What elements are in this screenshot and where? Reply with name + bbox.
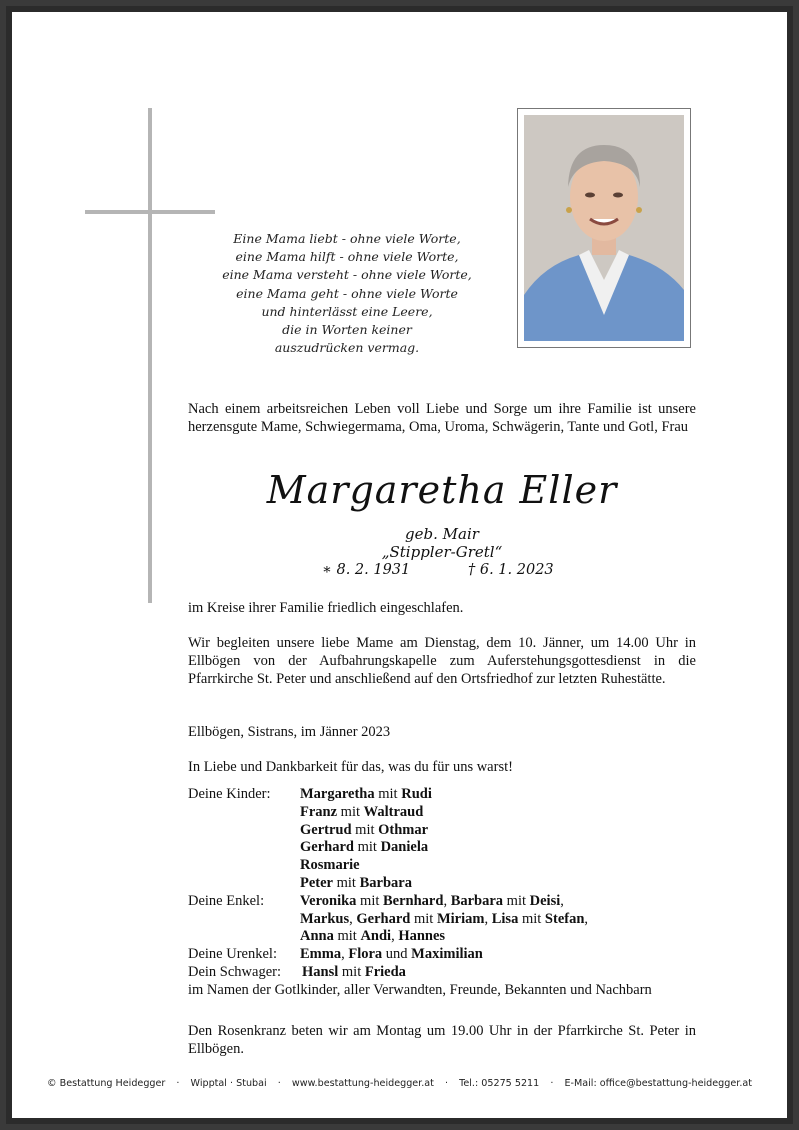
family-list xyxy=(188,786,698,1000)
portrait-photo xyxy=(524,115,684,341)
obituary-card xyxy=(6,6,793,1124)
footer-phone: Tel.: 05275 5211 xyxy=(459,1078,540,1089)
poem-line: Eine Mama liebt - ohne viele Worte, xyxy=(233,231,461,246)
portrait-illustration xyxy=(524,115,684,341)
footer-copyright: © Bestattung Heidegger xyxy=(46,1078,166,1089)
poem-line: auszudrücken vermag. xyxy=(274,340,420,356)
poem xyxy=(192,230,502,357)
poem-line: eine Mama geht - ohne viele Worte xyxy=(236,285,458,301)
death-date: † 6. 1. 2023 xyxy=(468,562,554,578)
poem-line: eine Mama hilft - ohne viele Worte, xyxy=(235,249,459,265)
family-row: Gerhard mit Daniela xyxy=(300,839,429,856)
place-date: Ellbögen, Sistrans, im Jänner 2023 xyxy=(188,724,391,740)
poem-line: eine Mama versteht - ohne viele Worte, xyxy=(222,267,472,283)
passed-text: im Kreise ihrer Familie friedlich eingeschlafen. xyxy=(188,600,464,616)
birth-date: ∗ 8. 2. 1931 xyxy=(322,562,411,578)
brother-in-law-label: Dein Schwager: xyxy=(188,963,282,980)
intro-text: Nach einem arbeitsreichen Leben voll Liebe und Sorge um ihre Familie ist unsere herzensgute Mame, Schwiegermama, Oma, Uroma, Schwägerin, Tante und Gotl, Frau xyxy=(188,401,696,435)
funeral-text: Wir begleiten unsere liebe Mame am Dienstag, dem 10. Jänner, um 14.00 Uhr in Ellbögen von der Aufbahrungskapelle zum Auferstehungsgottesdienst in die Pfarrkirche St. Peter und anschließend auf den Ortsfriedhof zur letzten Ruhestätte. xyxy=(188,635,696,687)
family-row: Franz mit Waltraud xyxy=(300,803,424,820)
poem-line: und hinterlässt eine Leere, xyxy=(261,303,433,319)
grandchildren-label: Deine Enkel: xyxy=(188,892,265,909)
portrait-frame xyxy=(517,108,691,348)
family-row: Rosmarie xyxy=(300,857,360,874)
poem-line: die in Worten keiner xyxy=(282,322,412,338)
deceased-name: Margaretha Eller xyxy=(266,468,618,512)
family-row: Deine Kinder: Margaretha mit Rudi xyxy=(188,786,432,802)
family-closing: im Namen der Gotlkinder, aller Verwandten, Freunde, Bekannten und Nachbarn xyxy=(188,981,652,998)
family-row: Anna mit Andi, Hannes xyxy=(300,928,446,945)
family-row: Markus, Gerhard mit Miriam, Lisa mit Stefan, xyxy=(300,910,589,927)
footer-website[interactable]: www.bestattung-heidegger.at xyxy=(291,1078,434,1089)
maiden-name: geb. Mair xyxy=(405,525,479,543)
thanks-text: In Liebe und Dankbarkeit für das, was du für uns warst! xyxy=(188,759,513,775)
rosary-text: Den Rosenkranz beten wir am Montag um 19.00 Uhr in der Pfarrkirche St. Peter in Ellbögen. xyxy=(188,1023,696,1057)
cross-horizontal-bar xyxy=(85,210,215,214)
family-row: Gertrud mit Othmar xyxy=(300,821,429,838)
children-label: Deine Kinder: xyxy=(188,786,271,802)
family-row: Dein Schwager: Hansl mit Frieda xyxy=(188,963,406,980)
great-grandchildren-label: Deine Urenkel: xyxy=(188,946,277,963)
family-row: Deine Urenkel: Emma, Flora und Maximilian xyxy=(188,946,483,963)
nickname: „Stippler-Gretl“ xyxy=(381,543,503,561)
family-row: Peter mit Barbara xyxy=(300,874,412,891)
footer-email[interactable]: E-Mail: office@bestattung-heidegger.at xyxy=(564,1078,753,1089)
footer: © Bestattung Heidegger · Wipptal · Stubai · www.bestattung-heidegger.at · Tel.: 05275 5211 · E-Mail: office@bestattung-heidegger.at xyxy=(46,1078,753,1089)
family-row: Deine Enkel: Veronika mit Bernhard, Barbara mit Deisi, xyxy=(188,892,564,909)
footer-region: Wipptal · Stubai xyxy=(190,1078,267,1089)
cross-vertical-bar xyxy=(148,108,152,603)
